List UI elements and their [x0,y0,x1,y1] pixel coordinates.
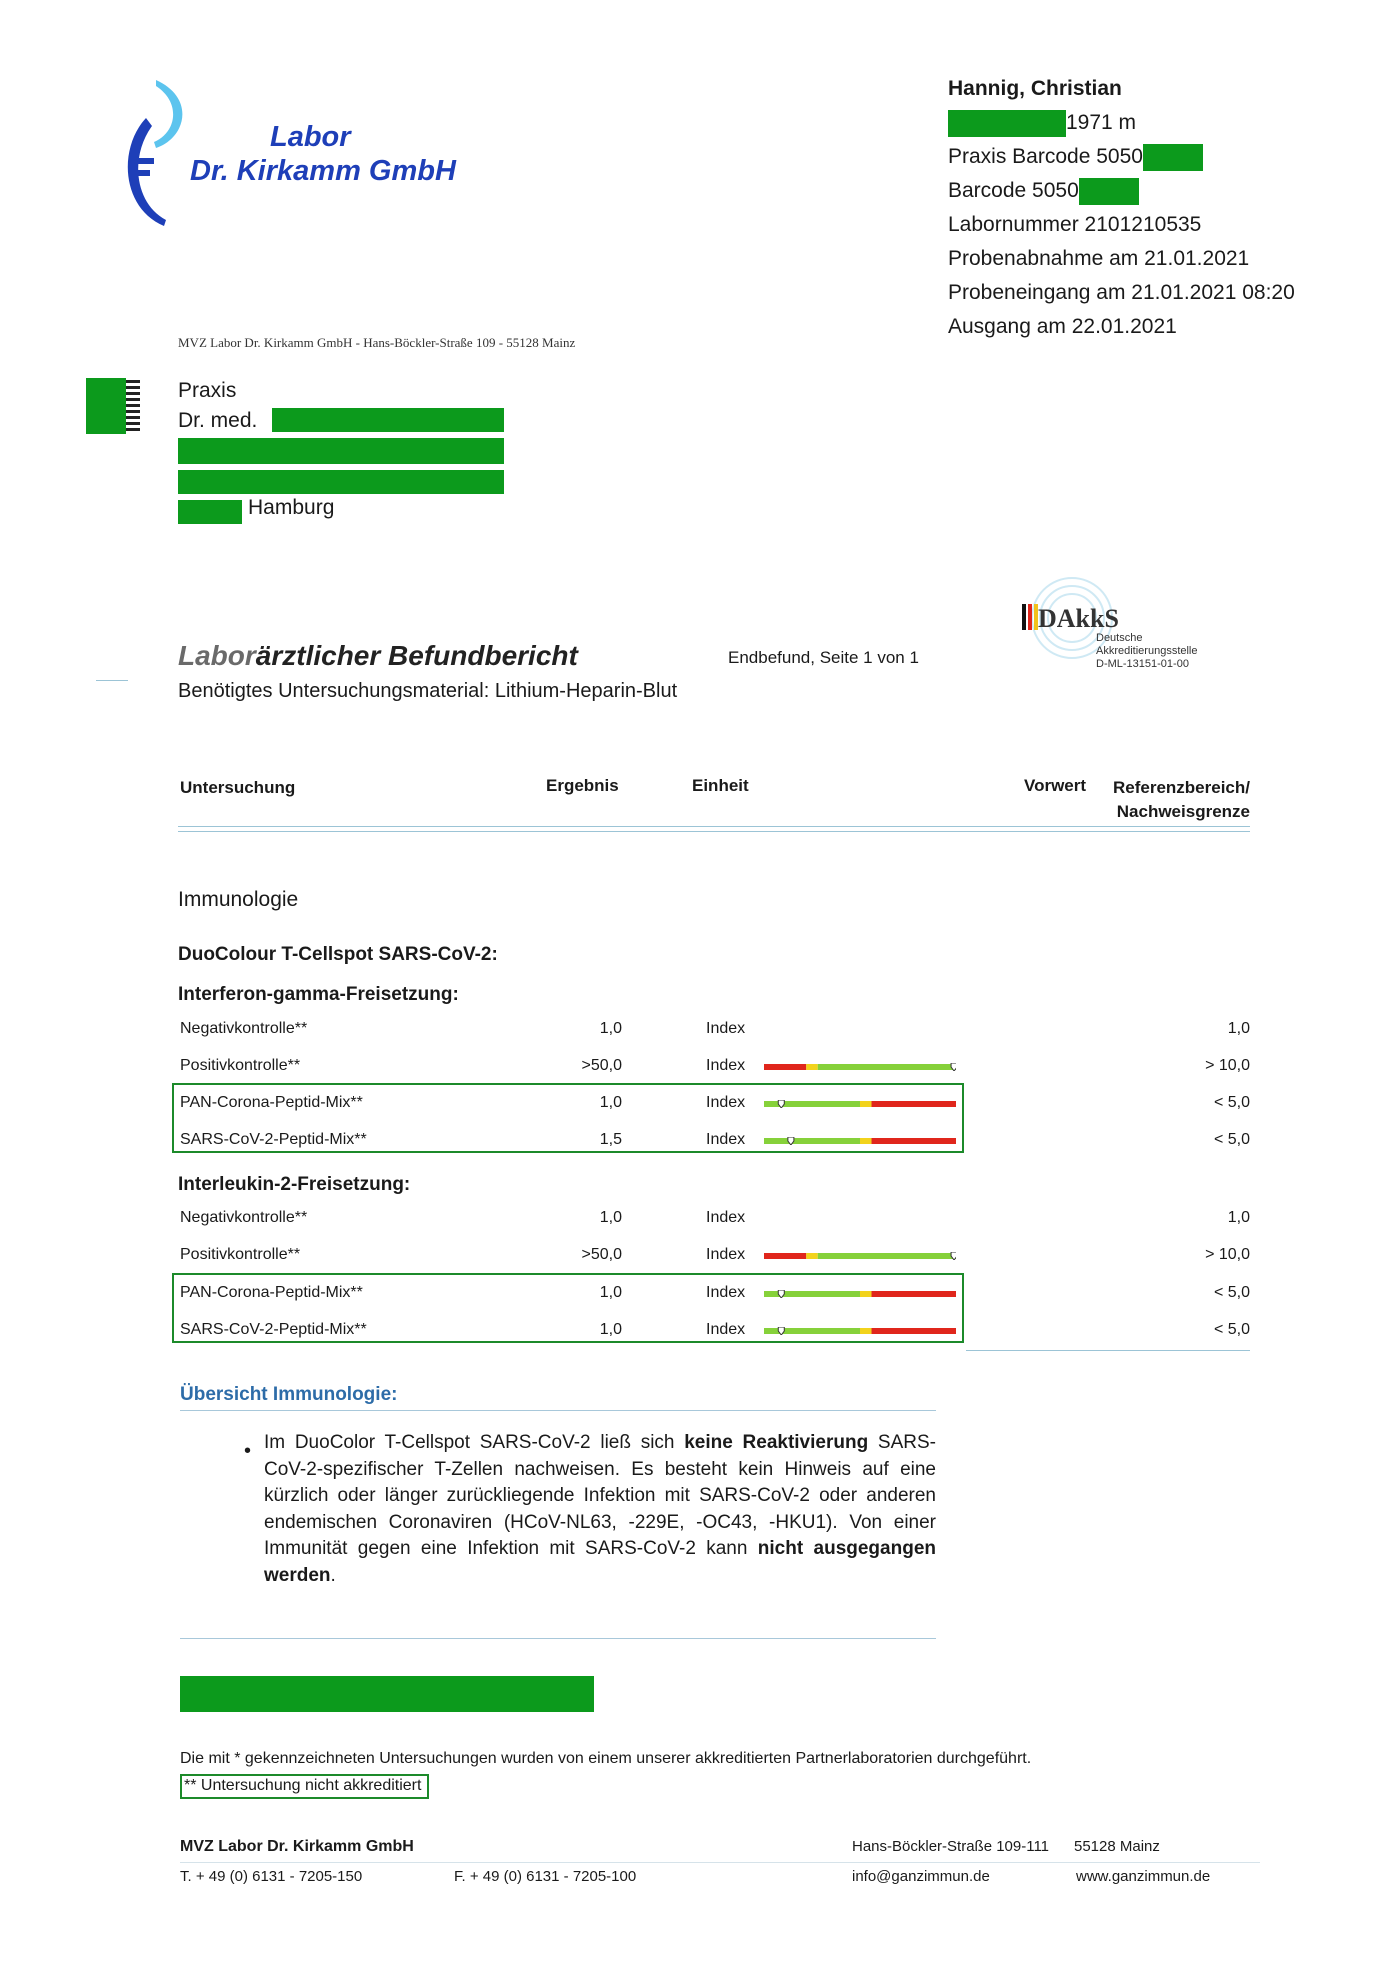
row-unit: Index [706,1209,746,1226]
overview-text-bold-1: keine Reaktivierung [684,1432,869,1453]
row-value: 1,5 [599,1131,622,1148]
redacted-address-extra [178,470,504,494]
row-unit: Index [706,1057,746,1074]
test-title: DuoColour T-Cellspot SARS-CoV-2: [178,944,498,965]
footer-web: www.ganzimmun.de [1076,1868,1211,1885]
footer-email: info@ganzimmun.de [852,1868,990,1885]
table-row [0,1321,1400,1351]
group-title-ifn: Interferon-gamma-Freisetzung: [178,984,459,1005]
sender-address-line: MVZ Labor Dr. Kirkamm GmbH - Hans-Böckler-Straße 109 - 55128 Mainz [178,335,576,350]
bar-segment [860,1328,872,1334]
bar-segment [818,1064,956,1070]
logo-line-2: Dr. Kirkamm GmbH [190,155,456,187]
barcode [948,174,1295,208]
overview-text-bold-2: nicht ausgegangen werden [264,1538,936,1586]
bar-segment [872,1101,956,1107]
report-title-main: ärztlicher Befundbericht [255,640,578,671]
footnote-not-accredited: ** Untersuchung nicht akkreditiert [180,1774,429,1799]
ausgang: Ausgang am 22.01.2021 [948,315,1177,338]
row-name: Negativkontrolle** [180,1020,308,1037]
address-line-2 [178,406,257,436]
bar-segment [872,1328,956,1334]
row-ref: < 5,0 [1213,1321,1250,1338]
overview-text [264,1430,936,1589]
probeneingang: Probeneingang am 21.01.2021 08:20 [948,281,1295,304]
bar-segment [860,1291,872,1297]
row-name: SARS-CoV-2-Peptid-Mix** [180,1321,367,1338]
bar-segment [818,1253,956,1259]
divider [966,1350,1250,1351]
dakks-sub-1: Deutsche [1096,632,1143,644]
section-title: Immunologie [178,888,299,911]
col-header-vorwert: Vorwert [1024,776,1087,795]
row-unit: Index [706,1321,746,1338]
patient-info [948,72,1295,344]
address-city: Hamburg [248,496,335,519]
patient-birth-text: 1971 m [1066,111,1137,134]
barcode-text: Barcode 5050 [948,179,1079,202]
table-row [0,1284,1400,1314]
header-divider [178,826,1250,832]
bar-segment [806,1253,818,1259]
col-header-referenz-2: Nachweisgrenze [1116,802,1250,821]
sample-material: Benötigtes Untersuchungsmaterial: Lithium-Heparin-Blut [178,680,678,702]
table-row [0,1094,1400,1124]
redacted-doctor-name [272,408,504,432]
table-row [0,1131,1400,1161]
row-ref: 1,0 [1227,1020,1250,1037]
divider [180,1638,936,1639]
probenabnahme: Probenabnahme am 21.01.2021 [948,247,1250,270]
row-name: SARS-CoV-2-Peptid-Mix** [180,1131,367,1148]
bar-segment [872,1291,956,1297]
footnote-partner-labs: Die mit * gekennzeichneten Untersuchungen wurden von einem unserer akkreditierten Partnerlaboratorien durchgeführt. [180,1750,1032,1767]
redacted-signature [180,1676,594,1712]
row-unit: Index [706,1020,746,1037]
redacted-qr-code [86,378,126,434]
result-bar [764,1252,956,1260]
overview-title: Übersicht Immunologie: [180,1384,398,1405]
footer-fax: F. + 49 (0) 6131 - 7205-100 [454,1868,637,1885]
footer-phone: T. + 49 (0) 6131 - 7205-150 [180,1868,363,1885]
barcode-strip-icon [126,380,140,434]
result-bar [764,1327,956,1335]
row-name: PAN-Corona-Peptid-Mix** [180,1094,363,1111]
row-name: Negativkontrolle** [180,1209,308,1226]
report-status: Endbefund, Seite 1 von 1 [728,648,919,667]
col-header-ergebnis: Ergebnis [546,776,619,795]
bar-segment [764,1138,860,1144]
row-unit: Index [706,1094,746,1111]
redacted-postcode [178,500,242,524]
labornummer: Labornummer 2101210535 [948,213,1202,236]
overview-text-3: . [330,1564,336,1586]
row-name: Positivkontrolle** [180,1246,301,1263]
bar-segment [764,1253,806,1259]
bullet-icon: • [244,1440,252,1462]
row-ref: < 5,0 [1213,1094,1250,1111]
bar-segment [806,1064,818,1070]
row-unit: Index [706,1131,746,1148]
row-value: 1,0 [599,1284,622,1301]
row-unit: Index [706,1246,746,1263]
laboratory-logo-text [190,120,456,188]
row-value: 1,0 [599,1020,622,1037]
laboratory-logo-icon [116,78,196,228]
result-bar [764,1137,956,1145]
footer-company: MVZ Labor Dr. Kirkamm GmbH [180,1838,414,1855]
footer-street: Hans-Böckler-Straße 109-111 [852,1838,1050,1855]
table-row [0,1246,1400,1276]
row-value: >50,0 [581,1246,622,1263]
row-name: PAN-Corona-Peptid-Mix** [180,1284,363,1301]
row-value: 1,0 [599,1094,622,1111]
bar-segment [860,1138,872,1144]
divider [180,1862,1260,1863]
praxis-barcode [948,140,1295,174]
col-header-referenz-1: Referenzbereich/ [1113,778,1250,797]
row-unit: Index [706,1284,746,1301]
table-row [0,1209,1400,1239]
bar-segment [872,1138,956,1144]
row-value: 1,0 [599,1209,622,1226]
bar-segment [860,1101,872,1107]
row-value: 1,0 [599,1321,622,1338]
recipient-address [178,376,257,436]
result-bar [764,1290,956,1298]
row-ref: < 5,0 [1213,1131,1250,1148]
divider [96,680,128,681]
dakks-sub-3: D-ML-13151-01-00 [1096,658,1189,670]
footer-city: 55128 Mainz [1074,1838,1160,1855]
report-title [178,640,578,672]
row-ref: > 10,0 [1205,1246,1250,1263]
report-title-prefix: Labor [178,640,256,671]
bar-segment [764,1064,806,1070]
row-ref: 1,0 [1227,1209,1250,1226]
row-name: Positivkontrolle** [180,1057,301,1074]
praxis-barcode-text: Praxis Barcode 5050 [948,145,1143,168]
row-ref: > 10,0 [1205,1057,1250,1074]
dakks-subtitle [1096,632,1198,671]
address-line-1: Praxis [178,379,237,402]
col-header-referenz [1050,776,1250,824]
patient-birth [948,106,1295,140]
overview-text-1: Im DuoColor T-Cellspot SARS-CoV-2 ließ sich [264,1432,685,1453]
group-title-il2: Interleukin-2-Freisetzung: [178,1174,411,1195]
col-header-untersuchung: Untersuchung [180,778,296,797]
divider [180,1410,936,1411]
result-bar [764,1100,956,1108]
row-value: >50,0 [581,1057,622,1074]
result-bar [764,1063,956,1071]
table-row [0,1020,1400,1050]
patient-name: Hannig, Christian [948,77,1122,100]
row-ref: < 5,0 [1213,1284,1250,1301]
dakks-sub-2: Akkreditierungsstelle [1096,645,1198,657]
logo-line-1: Labor [270,121,351,153]
redacted-street [178,438,504,464]
address-doctor-prefix: Dr. med. [178,409,258,432]
overview-text-2: SARS-CoV-2-spezifischer T-Zellen nachweisen. Es besteht kein Hinweis auf eine kürzlich oder länger zurückliegende Infektion mit SARS-CoV-2 oder anderen endemischen Coronaviren (HCoV-NL63, -229E, -OC43, -HKU1). Von einer Immunität gegen eine Infektion mit SARS-CoV-2 kann [264,1432,936,1559]
col-header-einheit: Einheit [692,776,749,795]
dakks-name: DAkkS [1038,604,1119,633]
